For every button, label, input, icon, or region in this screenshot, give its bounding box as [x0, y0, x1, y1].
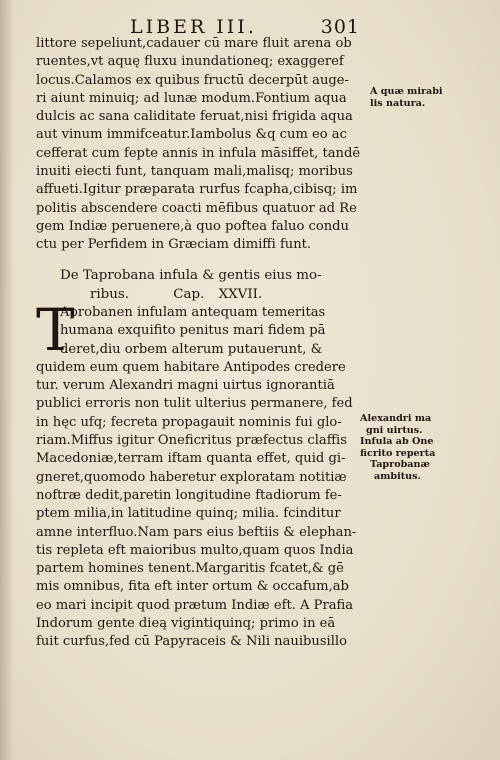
drop-cap: T	[36, 296, 75, 364]
margin-note-2	[360, 413, 435, 482]
paragraph-1	[36, 35, 368, 255]
text-line: aut vinum immifceatur.Iambolus &q cum eo ac	[36, 127, 347, 143]
heading-text: ribus.	[90, 287, 130, 302]
text-line: tur. verum Alexandri magni uirtus ignorantiā	[36, 378, 335, 394]
margin-note-line: Infula ab One	[360, 436, 434, 447]
margin-note-line: Alexandri ma	[360, 413, 432, 424]
text-line: mis omnibus, fita eft inter ortum & occafum,ab	[36, 579, 349, 595]
text-line: deret,diu orbem alterum putauerunt, &	[60, 341, 323, 357]
margin-note-line: gni uirtus.	[366, 424, 423, 436]
text-line: in hęc ufq; fecreta propagauit nominis fui glo-	[36, 414, 342, 430]
text-line: noftræ dedit,paretin longitudine ftadiorum fe-	[36, 487, 342, 503]
margin-note-line: ambitus.	[374, 470, 421, 482]
text-line: partem homines tenent.Margaritis fcatet,& gē	[36, 561, 344, 577]
running-head: LIBER III.	[130, 16, 257, 38]
margin-note-line: Taprobanæ	[370, 459, 430, 470]
text-line: humana exquifito penitus mari fidem pā	[60, 323, 326, 339]
heading-line-2	[60, 285, 322, 304]
text-line: riam.Miffus igitur Oneficritus præfectus claffis	[36, 433, 347, 449]
text-line: affueti.Igitur præparata rurfus fcapha,cibisq; im	[36, 182, 358, 198]
text-line: eo mari incipit quod prætum Indiæ eft. A Prafia	[36, 597, 354, 613]
paragraph-2	[36, 296, 368, 652]
text-line: cefferat cum fepte annis in infula māsiffet, tandē	[36, 145, 361, 161]
text-line: Indorum gente dieą vigintiquinq; primo in eā	[36, 616, 336, 632]
margin-note-line: lis natura.	[370, 97, 426, 109]
text-line: publici erroris non tulit ulterius permanere, fed	[36, 396, 353, 412]
text-line: ptem milia,in latitudine quinq; milia. fcinditur	[36, 506, 341, 522]
chapter-number: XXVII.	[218, 287, 263, 302]
text-line: tis repleta eft maioribus multo,quam quos India	[36, 542, 354, 558]
margin-note-line: ficrito reperta	[360, 447, 436, 459]
text-line: dulcis ac sana caliditate feruat,nisi frigida aqua	[36, 109, 353, 125]
section-heading	[60, 266, 322, 304]
text-line: politis abscendere coacti mēfibus quatuor ad Re	[36, 200, 357, 216]
text-line: fuit curfus,fed cū Papyraceis & Nili nauibusillo	[36, 634, 348, 650]
text-line: ctu per Perfidem in Græciam dimiffi funt.	[36, 237, 312, 253]
text-line: Aprobanen infulam antequam temeritas	[60, 305, 326, 320]
page-gutter-shadow	[0, 0, 14, 760]
text-line: ruentes,vt aquę fluxu inundationeq; exaggeref	[36, 54, 344, 70]
text-line: gem Indiæ peruenere,à quo poftea faluo condu	[36, 218, 349, 234]
text-line: inuiti eiecti funt, tanquam mali,malisq; moribus	[36, 164, 353, 180]
heading-line-1: De Taprobana infula & gentis eius mo-	[60, 268, 322, 283]
chapter-label: Cap.	[173, 287, 205, 302]
text-line: littore sepeliunt,cadauer cū mare fluit arena ob	[36, 36, 352, 51]
text-line: Macedoniæ,terram iftam quanta effet, quid gi-	[36, 451, 346, 467]
margin-note-1	[370, 86, 443, 109]
text-line: ri aiunt minuiq; ad lunæ modum.Fontium aqua	[36, 90, 347, 106]
text-line: locus.Calamos ex quibus fructū decerpūt auge-	[36, 72, 349, 88]
margin-note-line: A quæ mirabi	[370, 86, 443, 97]
text-line: quidem eum quem habitare Antipodes credere	[36, 359, 346, 375]
text-line: amne interfluo.Nam pars eius beftiis & elephan-	[36, 524, 357, 540]
page-number: 301	[320, 16, 360, 38]
text-line: gneret,quomodo haberetur exploratam notitiæ	[36, 469, 347, 485]
